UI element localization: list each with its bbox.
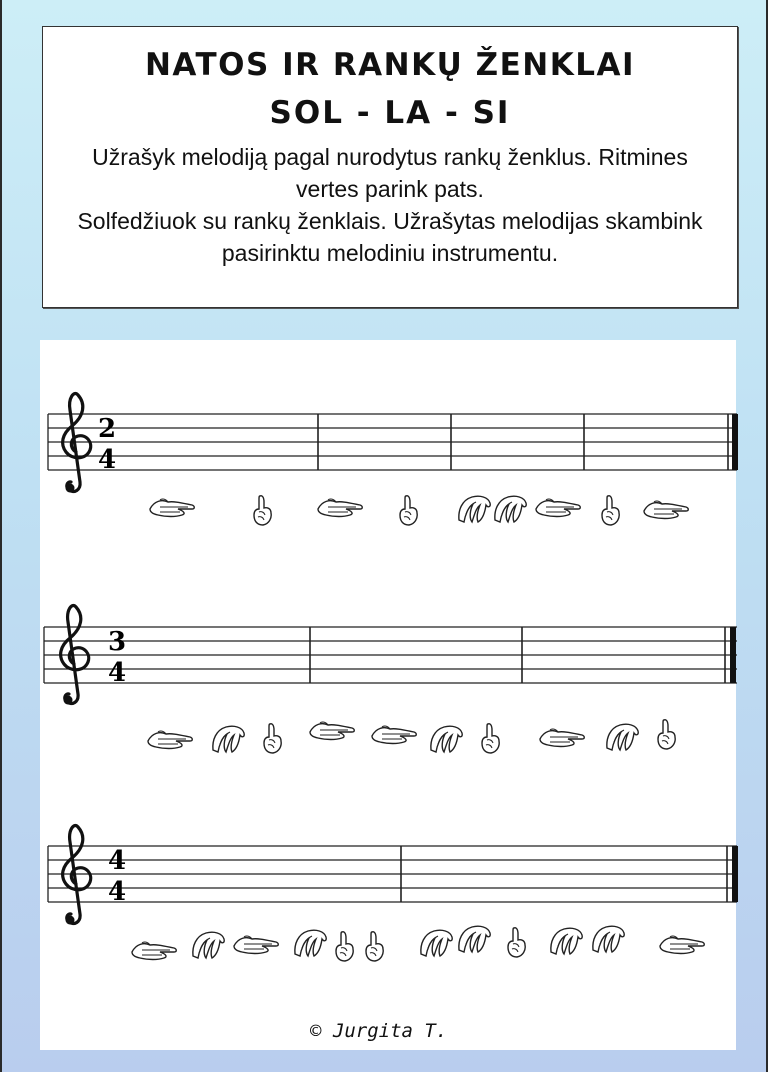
sol-hand-sign-icon (540, 729, 584, 747)
si-hand-sign-icon (482, 724, 499, 753)
la-hand-sign-icon (607, 724, 638, 750)
staff-3-hand-signs (132, 926, 704, 961)
staff-2-hand-signs (148, 720, 675, 753)
si-hand-sign-icon (254, 496, 271, 525)
si-hand-sign-icon (508, 928, 525, 957)
sol-hand-sign-icon (372, 726, 416, 744)
staff-1 (48, 393, 738, 525)
la-hand-sign-icon (213, 726, 244, 752)
sol-hand-sign-icon (148, 731, 192, 749)
si-hand-sign-icon (400, 496, 417, 525)
la-hand-sign-icon (193, 932, 224, 958)
staff-2 (44, 605, 737, 753)
staff-2-lines (44, 627, 737, 683)
staff-1-lines (48, 414, 737, 470)
sol-hand-sign-icon (536, 499, 580, 517)
staff-1-hand-signs (150, 496, 688, 525)
sol-hand-sign-icon (318, 499, 362, 517)
la-hand-sign-icon (459, 496, 490, 522)
sol-hand-sign-icon (310, 722, 354, 740)
time-signature-bottom: 4 (107, 877, 127, 907)
final-barline (732, 414, 738, 470)
sol-hand-sign-icon (132, 942, 176, 960)
copyright-text: © Jurgita T. (310, 1020, 448, 1042)
instruction-line: pasirinktu melodiniu instrumentu. (221, 240, 559, 266)
instruction-line: vertes parink pats. (296, 176, 484, 202)
la-hand-sign-icon (593, 926, 624, 952)
time-signature-top: 4 (107, 846, 127, 876)
instruction-line: Solfedžiuok su rankų ženklais. Užrašytas melodijas skambink (77, 208, 703, 234)
la-hand-sign-icon (421, 930, 452, 956)
instruction-line: Užrašyk melodiją pagal nurodytus rankų ženklus. Ritmines (92, 144, 688, 170)
si-hand-sign-icon (602, 496, 619, 525)
page-title: NATOS IR RANKŲ ŽENKLAI (144, 47, 636, 83)
treble-clef-icon (63, 393, 91, 492)
time-signature-top: 2 (97, 414, 117, 444)
time-signature-bottom: 4 (107, 658, 127, 688)
si-hand-sign-icon (264, 724, 281, 753)
si-hand-sign-icon (336, 932, 353, 961)
final-barline (730, 627, 736, 683)
la-hand-sign-icon (551, 928, 582, 954)
staff-3-lines (48, 846, 737, 902)
sol-hand-sign-icon (660, 936, 704, 954)
final-barline (732, 846, 738, 902)
sol-hand-sign-icon (150, 499, 194, 517)
time-signature-bottom: 4 (97, 445, 117, 475)
sol-hand-sign-icon (234, 936, 278, 954)
si-hand-sign-icon (366, 932, 383, 961)
si-hand-sign-icon (658, 720, 675, 749)
time-signature-top: 3 (107, 627, 127, 657)
page-subtitle: SOL - LA - SI (269, 95, 511, 131)
sol-hand-sign-icon (644, 501, 688, 519)
la-hand-sign-icon (459, 926, 490, 952)
la-hand-sign-icon (495, 496, 526, 522)
staff-3 (48, 825, 738, 961)
la-hand-sign-icon (295, 930, 326, 956)
treble-clef-icon (63, 825, 91, 924)
la-hand-sign-icon (431, 726, 462, 752)
